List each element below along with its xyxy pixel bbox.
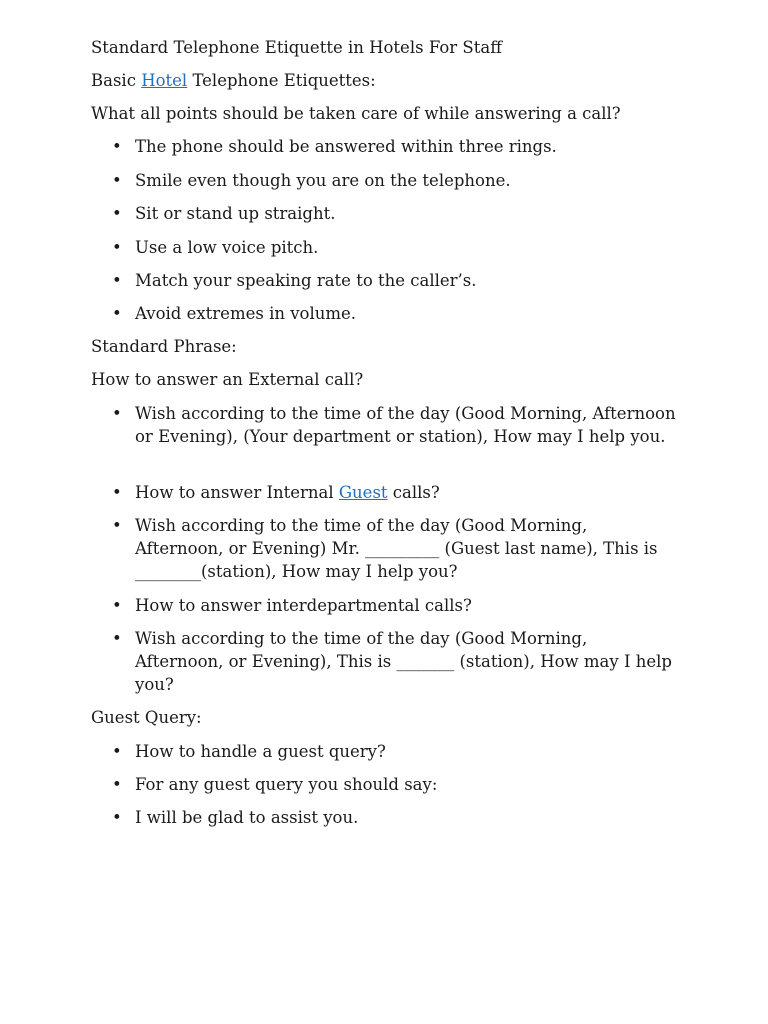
- bullet-icon: •: [112, 137, 122, 156]
- bullet-icon: •: [112, 204, 122, 223]
- bullet-icon: •: [112, 516, 122, 535]
- bullet-icon: •: [112, 171, 122, 190]
- bullet-icon: •: [112, 596, 122, 615]
- bullet-icon: •: [112, 629, 122, 648]
- answering-question: What all points should be taken care of while answering a call?: [91, 104, 621, 123]
- bullet-icon: •: [112, 238, 122, 257]
- basic-etiquettes-heading: [91, 69, 376, 92]
- bullet-icon: •: [112, 271, 122, 290]
- external-call-question: How to answer an External call?: [91, 370, 364, 389]
- bullet-icon: •: [112, 483, 122, 502]
- bullet-icon: •: [112, 808, 122, 827]
- guest-link[interactable]: Guest: [338, 483, 388, 502]
- document-page: Standard Telephone Etiquette in Hotels For Staff Basic Hotel Telephone Etiquettes: What all points should be taken care of while answering a call? • The phone should be answered within three rings. • Smile even though you are on the telephone. • Sit or stand up straight. • Use a low voice pitch. • Match your speaking rate to the caller’s. • Avoid extremes in volume. Standard Phrase: How to answer an External call? • Wish according to the time of the day (Good Morning, Afternoon or Evening), (Your department or station), How may I help you. • How to answer Internal Guest calls? • Wish according to the time of the day (Good Morning, Afternoon, or Evening) Mr. _________ (Guest last name), This is ________(station), How may I help you? • How to answer interdepartmental calls? • Wish according to the time of the day (Good Morning, Afternoon, or Evening), This is _______ (station), How may I help you? Guest Query: • How to handle a guest query? • For any guest query you should say: • I will be glad to assist you.: [91, 38, 676, 827]
- guest-query-heading: Guest Query:: [91, 708, 202, 727]
- bullet-icon: •: [112, 742, 122, 761]
- heading-prefix: Basic: [91, 71, 142, 90]
- document-title: Standard Telephone Etiquette in Hotels For Staff: [91, 38, 502, 57]
- heading-suffix: Telephone Etiquettes:: [187, 71, 376, 90]
- hotel-link[interactable]: Hotel: [141, 71, 188, 90]
- bullet-icon: •: [112, 404, 122, 423]
- bullet-icon: •: [112, 304, 122, 323]
- standard-phrase-heading: Standard Phrase:: [91, 337, 237, 356]
- bullet-icon: •: [112, 775, 122, 794]
